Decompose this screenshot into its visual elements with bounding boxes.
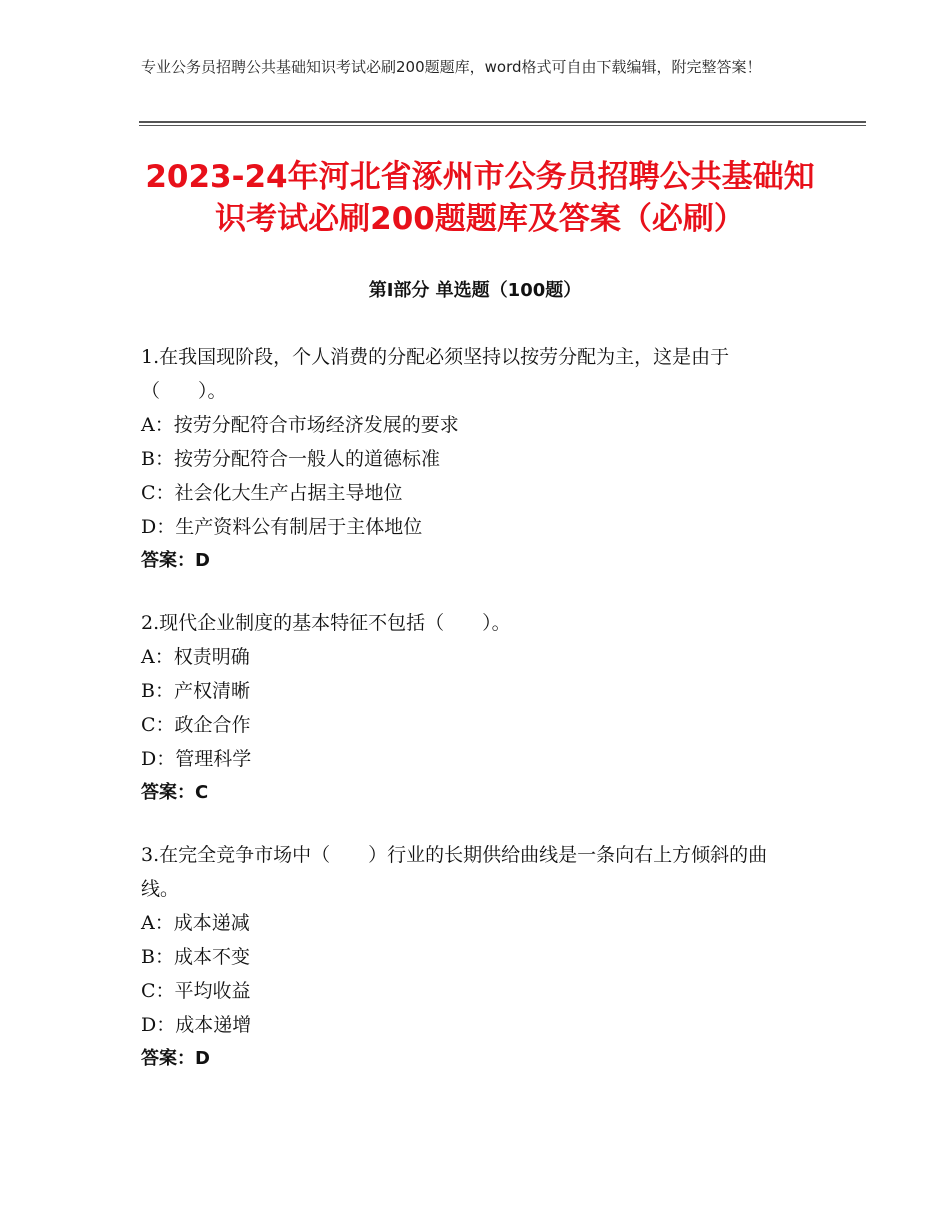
option-b: B：成本不变 — [141, 946, 250, 968]
document-title: 2023-24年河北省涿州市公务员招聘公共基础知识考试必刷200题题库及答案（必刷） — [145, 159, 815, 237]
option-d: D：成本递增 — [141, 1014, 252, 1036]
question-stem: 2.现代企业制度的基本特征不包括（ ）。 — [141, 612, 511, 634]
option-c: C：社会化大生产占据主导地位 — [141, 482, 403, 504]
option-b: B：产权清晰 — [141, 680, 250, 702]
header-rule-thin — [139, 125, 866, 126]
header-rule-thick — [139, 121, 866, 123]
question-3 — [141, 838, 811, 1076]
option-a: A：权责明确 — [141, 646, 250, 668]
question-stem: 3.在完全竞争市场中（ ）行业的长期供给曲线是一条向右上方倾斜的曲线。 — [141, 844, 768, 900]
answer: 答案：C — [141, 782, 209, 803]
question-1 — [141, 340, 811, 578]
question-list — [141, 340, 811, 1104]
question-stem: 1.在我国现阶段，个人消费的分配必须坚持以按劳分配为主，这是由于（ ）。 — [141, 346, 730, 402]
question-2 — [141, 606, 811, 810]
answer: 答案：D — [141, 1048, 210, 1069]
option-c: C：政企合作 — [141, 714, 251, 736]
option-d: D：生产资料公有制居于主体地位 — [141, 516, 423, 538]
option-a: A：成本递减 — [141, 912, 250, 934]
header-note: 专业公务员招聘公共基础知识考试必刷200题题库，word格式可自由下载编辑，附完整答案！ — [141, 58, 762, 76]
option-c: C：平均收益 — [141, 980, 251, 1002]
section-heading: 第Ⅰ部分 单选题（100题） — [368, 280, 582, 301]
option-d: D：管理科学 — [141, 748, 252, 770]
option-b: B：按劳分配符合一般人的道德标准 — [141, 448, 440, 470]
answer: 答案：D — [141, 550, 210, 571]
option-a: A：按劳分配符合市场经济发展的要求 — [141, 414, 459, 436]
